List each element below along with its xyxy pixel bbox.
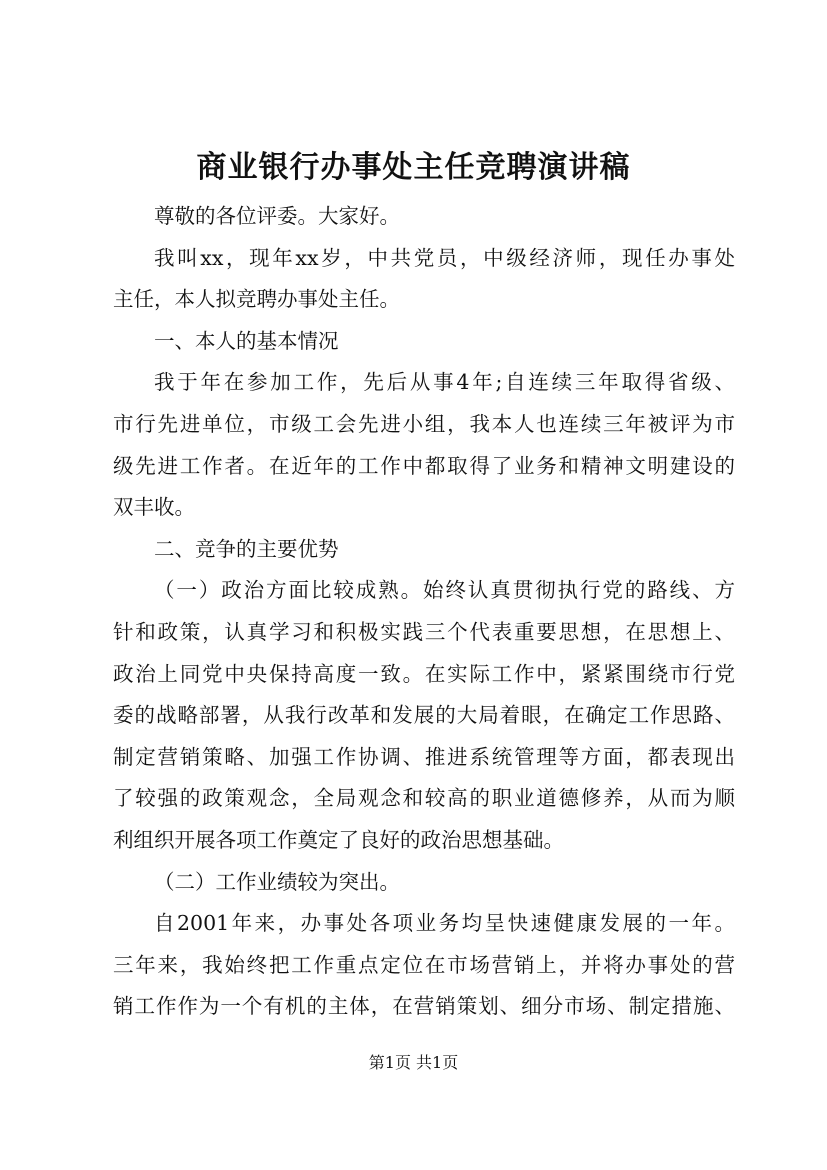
paragraph-line: 自2001年来，办事处各项业务均呈快速健康发展的一年。 (154, 911, 735, 936)
paragraph-line: 制定营销策略、加强工作协调、推进系统管理等方面，都表现出 (113, 744, 735, 769)
section-heading: 二、竞争的主要优势 (154, 536, 339, 561)
paragraph-line: 主任，本人拟竞聘办事处主任。 (113, 287, 400, 312)
paragraph-line: 市行先进单位，市级工会先进小组，我本人也连续三年被评为市 (113, 411, 735, 436)
paragraph-line: 了较强的政策观念，全局观念和较高的职业道德修养，从而为顺 (113, 786, 735, 811)
paragraph-line: 委的战略部署，从我行改革和发展的大局着眼，在确定工作思路、 (113, 703, 735, 728)
document-body (113, 196, 735, 1028)
paragraph-line: 尊敬的各位评委。大家好。 (154, 204, 400, 228)
document-title: 商业银行办事处主任竞聘演讲稿 (196, 150, 631, 185)
paragraph-line: （一）政治方面比较成熟。始终认真贯彻执行党的路线、方 (154, 578, 735, 603)
section-heading: 一、本人的基本情况 (154, 328, 339, 353)
paragraph-line: 销工作作为一个有机的主体，在营销策划、细分市场、制定措施、 (113, 994, 735, 1019)
paragraph-line: 双丰收。 (113, 495, 195, 520)
paragraph-line: 我叫xx，现年xx岁，中共党员，中级经济师，现任办事处 (154, 245, 735, 270)
paragraph-line: 利组织开展各项工作奠定了良好的政治思想基础。 (113, 827, 564, 852)
paragraph-line: 针和政策，认真学习和积极实践三个代表重要思想，在思想上、 (113, 619, 735, 644)
paragraph-line: 级先进工作者。在近年的工作中都取得了业务和精神文明建设的 (113, 453, 735, 478)
paragraph-line: 我于年在参加工作，先后从事4年;自连续三年取得省级、 (154, 370, 735, 395)
paragraph-line: 政治上同党中央保持高度一致。在实际工作中，紧紧围绕市行党 (113, 661, 735, 686)
page-footer: 第1页 共1页 (368, 1053, 459, 1072)
paragraph-line: 三年来，我始终把工作重点定位在市场营销上，并将办事处的营 (113, 952, 735, 977)
subsection-heading: （二）工作业绩较为突出。 (154, 869, 400, 894)
